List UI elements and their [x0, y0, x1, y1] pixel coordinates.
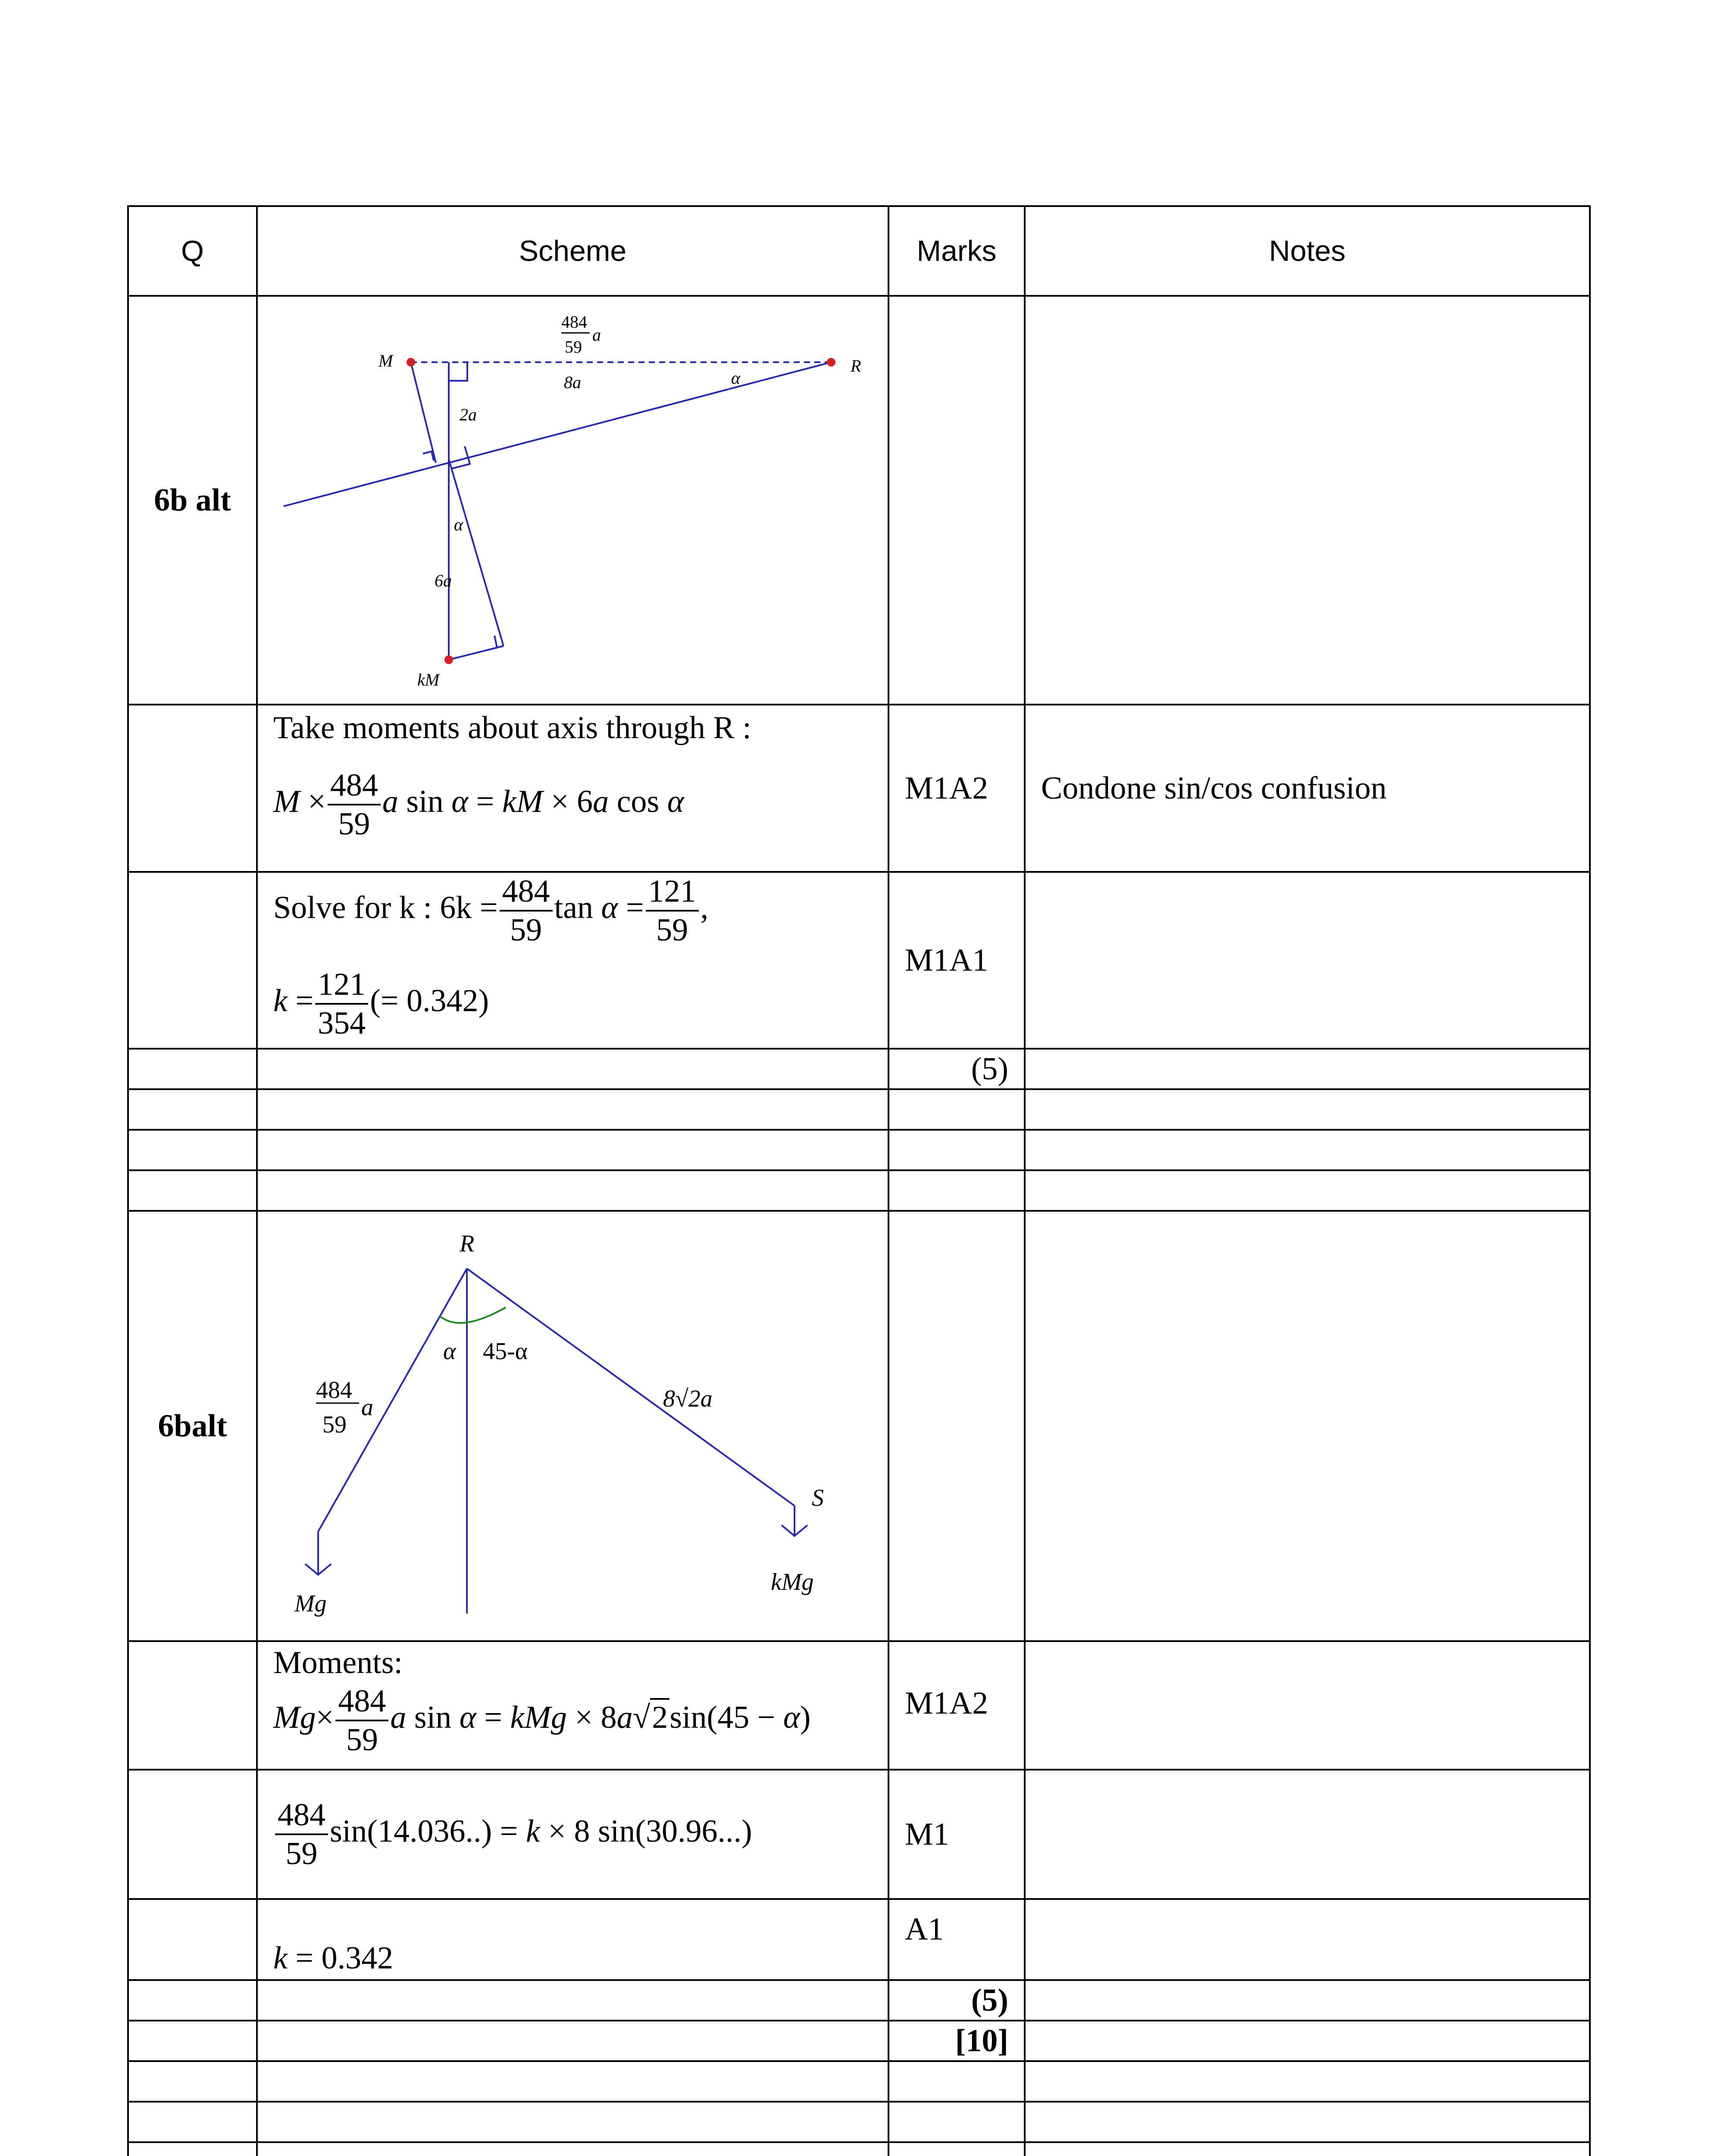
- len-top-num: 484: [561, 312, 587, 332]
- scheme-row-moments-2: [128, 1641, 1590, 1770]
- mass-R-dot: [827, 358, 835, 367]
- header-scheme: Scheme: [257, 206, 888, 296]
- numeric-equation: $\frac{484}{59}$ sin(14.036..) = k × 8 sin(30.96...): [273, 1799, 888, 1870]
- blank-row: [128, 2102, 1590, 2142]
- len-den: 59: [322, 1411, 347, 1438]
- marks-m1a1: M1A1: [888, 872, 1025, 1049]
- len-right: 8√2a: [663, 1385, 713, 1412]
- marks-a1: A1: [888, 1899, 1025, 1980]
- moments-diagram-2: [258, 1213, 889, 1639]
- blank-row: [128, 2142, 1590, 2156]
- blank-row: [128, 1089, 1590, 1130]
- len-top-den: 59: [565, 337, 582, 357]
- moments-equation-2: Mg× $\frac{484}{59}$ a sin α = kMg × 8a√2sin(45 − α): [273, 1683, 811, 1758]
- diagram-cell-2: [257, 1211, 888, 1641]
- question-total: [10]: [888, 2021, 1025, 2061]
- label-S: S: [812, 1485, 824, 1511]
- label-alpha: α: [443, 1338, 456, 1365]
- note-condone: Condone sin/cos confusion: [1025, 705, 1590, 872]
- solve-equation: Solve for k : 6k = $\frac{484}{59}$ tan α = $\frac{121}{59}$ ,: [273, 874, 709, 948]
- len-2a: 2a: [460, 405, 477, 424]
- mass-M-dot: [407, 358, 415, 367]
- label-R2: R: [460, 1230, 475, 1257]
- total-row-2: [128, 2021, 1590, 2061]
- moments-title: Moments:: [273, 1645, 403, 1680]
- question-label-alt: 6balt: [128, 1211, 257, 1641]
- marks-m1a2: M1A2: [888, 705, 1025, 872]
- header-q: Q: [128, 206, 257, 296]
- len-6a: 6a: [435, 571, 452, 590]
- header-row: [128, 206, 1590, 296]
- scheme-row-solve: [128, 872, 1590, 1049]
- label-kMg: kMg: [771, 1569, 814, 1595]
- blank-row: [128, 1170, 1590, 1211]
- marks-m1a2-2: M1A2: [888, 1641, 1025, 1770]
- header-notes: Notes: [1025, 206, 1590, 296]
- blank-row: [128, 1130, 1590, 1170]
- mark-scheme-table: [127, 205, 1591, 2156]
- moments-equation: M × $\frac{484}{59}$ a sin α = kM × 6a cos α: [273, 768, 684, 842]
- alpha-mid: α: [454, 515, 463, 534]
- len-top-var: a: [592, 325, 601, 345]
- diagram-row-1: [128, 296, 1590, 705]
- total-row-1: [128, 1049, 1590, 1089]
- header-marks: Marks: [888, 206, 1025, 296]
- diagram-row-2: [128, 1211, 1590, 1641]
- moments-text: Take moments about axis through R :: [273, 710, 751, 746]
- len-8a: 8a: [564, 373, 581, 392]
- label-Mg: Mg: [294, 1590, 327, 1617]
- alpha-top: α: [731, 368, 740, 388]
- diagram-cell: [257, 296, 888, 705]
- len-num: 484: [316, 1377, 352, 1404]
- label-kM: kM: [417, 670, 440, 689]
- section1-total: (5): [888, 1049, 1025, 1089]
- moments-diagram-1: [258, 298, 889, 703]
- blank-row: [128, 2061, 1590, 2102]
- mass-kM-dot: [444, 655, 453, 664]
- k-result: k = 0.342: [273, 1940, 394, 1976]
- subtotal-row-2: [128, 1980, 1590, 2021]
- label-M: M: [378, 351, 393, 370]
- scheme-row-numeric: [128, 1770, 1590, 1899]
- scheme-row-moments: [128, 705, 1590, 872]
- marks-m1: M1: [888, 1770, 1025, 1899]
- label-45-alpha: 45-α: [483, 1338, 528, 1365]
- question-label: 6b alt: [128, 296, 257, 705]
- label-R: R: [851, 356, 861, 376]
- len-var: a: [361, 1394, 373, 1421]
- k-result-equation: k = $\frac{121}{354}$ (= 0.342): [273, 967, 489, 1041]
- section2-subtotal: (5): [888, 1980, 1025, 2021]
- scheme-row-result: [128, 1899, 1590, 1980]
